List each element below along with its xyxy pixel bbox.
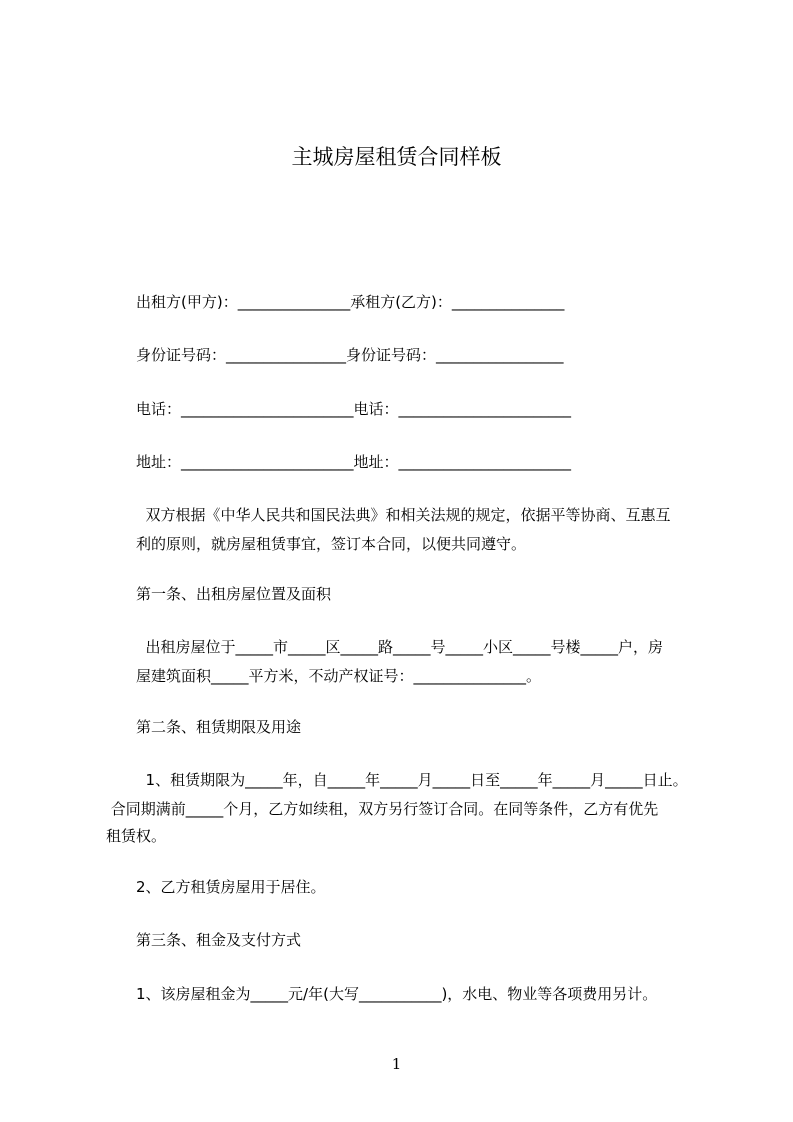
- article2-clause1-line-3: 租赁权。: [106, 827, 167, 845]
- article1-body-line-2: 屋建筑面积_____平方米，不动产权证号：_______________。: [136, 667, 542, 685]
- article2-clause1-line-1: 1、租赁期限为_____年，自_____年_____月_____日至_____年_____月_____日止。: [136, 771, 688, 789]
- preamble-line-2: 利的原则，就房屋租赁事宜，签订本合同，以便共同遵守。: [136, 535, 527, 553]
- id-number-line: 身份证号码：________________身份证号码：_________________: [136, 346, 564, 364]
- phone-line: 电话：_______________________电话：_______________________: [136, 400, 572, 418]
- address-line: 地址：_______________________地址：_______________________: [136, 453, 572, 471]
- document-title: 主城房屋租赁合同样板: [291, 145, 502, 169]
- article1-body-line-1: 出租房屋位于_____市_____区_____路_____号_____小区_____号楼_____户，房: [136, 638, 664, 656]
- preamble-line-1: 双方根据《中华人民共和国民法典》和相关法规的规定，依据平等协商、互惠互: [136, 506, 671, 524]
- article2-clause1-line-2: 合同期满前_____个月，乙方如续租，双方另行签订合同。在同等条件，乙方有优先: [106, 800, 659, 818]
- article1-heading: 第一条、出租房屋位置及面积: [136, 585, 332, 603]
- lessor-lessee-line: 出租方(甲方)：_______________承租方(乙方)：_______________: [136, 293, 565, 311]
- article2-clause2: 2、乙方租赁房屋用于居住。: [136, 878, 326, 896]
- page-number: 1: [391, 1055, 402, 1073]
- article2-heading: 第二条、租赁期限及用途: [136, 718, 302, 736]
- article3-clause1: 1、该房屋租金为_____元/年(大写___________)，水电、物业等各项费用另计。: [136, 985, 658, 1003]
- article3-heading: 第三条、租金及支付方式: [136, 931, 302, 949]
